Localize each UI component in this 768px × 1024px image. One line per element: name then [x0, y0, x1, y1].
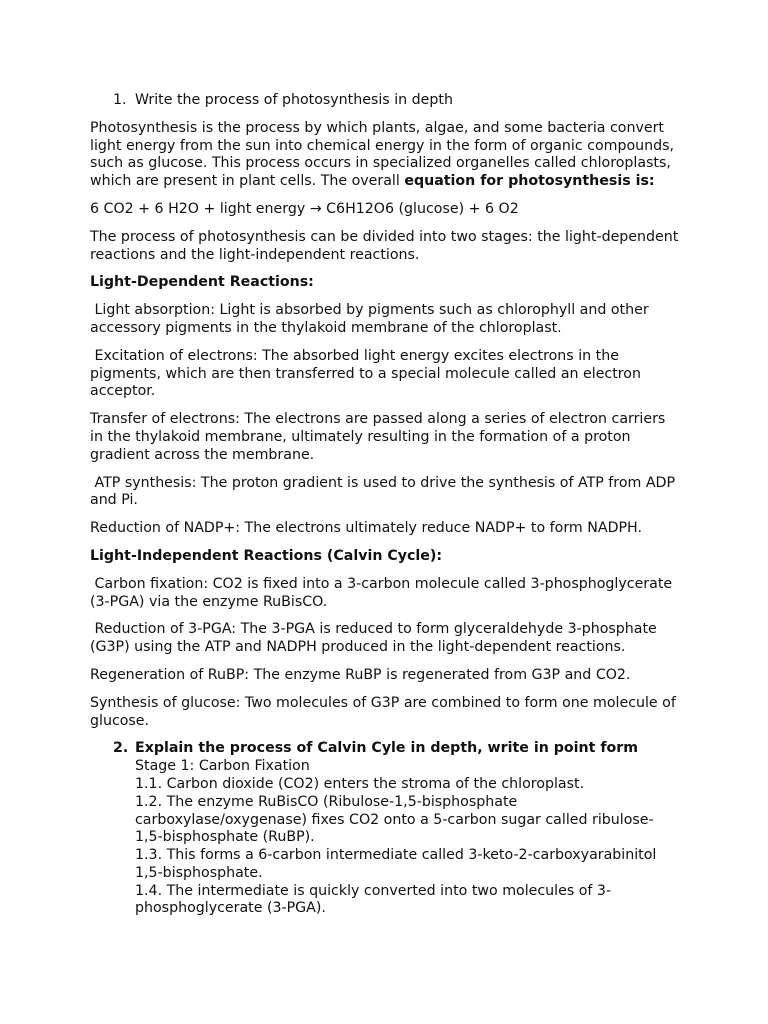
light-dependent-step: Transfer of electrons: The electrons are passed along a series of electron carriers in the thylakoid membrane, ultimately resulting in the formation of a proton gradient across the membrane. — [90, 411, 670, 463]
light-dependent-step: Reduction of NADP+: The electrons ultimately reduce NADP+ to form NADPH. — [90, 520, 642, 537]
question-text: Write the process of photosynthesis in depth — [135, 92, 453, 108]
intro-bold-text: equation for photosynthesis is: — [404, 173, 655, 190]
light-independent-step: Synthesis of glucose: Two molecules of G3P are combined to form one molecule of glucose. — [90, 694, 681, 729]
calvin-point: 1.2. The enzyme RuBisCO (Ribulose-1,5-bisphosphate carboxylase/oxygenase) fixes CO2 onto a 5-carbon sugar called ribulose-1,5-bisphosphate (RuBP). — [135, 793, 654, 846]
question-1 — [90, 92, 680, 110]
question-text: Explain the process of Calvin Cyle in depth, write in point form — [135, 740, 639, 757]
stages-intro: The process of photosynthesis can be divided into two stages: the light-dependent reactions and the light-independent reactions. — [90, 228, 679, 263]
light-independent-step: Reduction of 3-PGA: The 3-PGA is reduced to form glyceraldehyde 3-phosphate (G3P) using the ATP and NADPH produced in the light-dependent reactions. — [90, 621, 662, 656]
document-body — [90, 92, 680, 918]
light-dependent-step: Excitation of electrons: The absorbed light energy excites electrons in the pigments, which are then transferred to a special molecule called an electron acceptor. — [90, 347, 646, 400]
light-dependent-heading: Light-Dependent Reactions: — [90, 274, 314, 291]
stage-heading: Stage 1: Carbon Fixation — [135, 758, 310, 775]
question-2 — [90, 740, 680, 758]
intro-text: Photosynthesis is the process by which plants, algae, and some bacteria convert light energy from the sun into chemical energy in the form of organic compounds, such as glucose. This process occurs in specialized organelles called chloroplasts, which are present in plant cells. The overall — [90, 119, 675, 190]
calvin-point: 1.3. This forms a 6-carbon intermediate called 3-keto-2-carboxyarabinitol 1,5-bisphosphate. — [135, 847, 657, 881]
intro-paragraph — [90, 120, 680, 191]
equation: 6 CO2 + 6 H2O + light energy → C6H12O6 (glucose) + 6 O2 — [90, 200, 519, 217]
calvin-cycle-points — [135, 758, 680, 918]
calvin-point: 1.1. Carbon dioxide (CO2) enters the stroma of the chloroplast. — [135, 775, 585, 792]
light-independent-step: Carbon fixation: CO2 is fixed into a 3-carbon molecule called 3-phosphoglycerate (3-PGA) via the enzyme RuBisCO. — [90, 575, 677, 610]
calvin-point: 1.4. The intermediate is quickly converted into two molecules of 3-phosphoglycerate (3-PGA). — [135, 882, 612, 917]
light-dependent-step: Light absorption: Light is absorbed by pigments such as chlorophyll and other accessory pigments in the thylakoid membrane of the chloroplast. — [90, 302, 654, 336]
light-independent-heading: Light-Independent Reactions (Calvin Cycle): — [90, 547, 443, 564]
question-number: 2. — [113, 740, 129, 757]
question-number: 1. — [113, 92, 127, 108]
light-dependent-step: ATP synthesis: The proton gradient is used to drive the synthesis of ATP from ADP and Pi. — [90, 474, 680, 509]
light-independent-step: Regeneration of RuBP: The enzyme RuBP is regenerated from G3P and CO2. — [90, 666, 631, 683]
